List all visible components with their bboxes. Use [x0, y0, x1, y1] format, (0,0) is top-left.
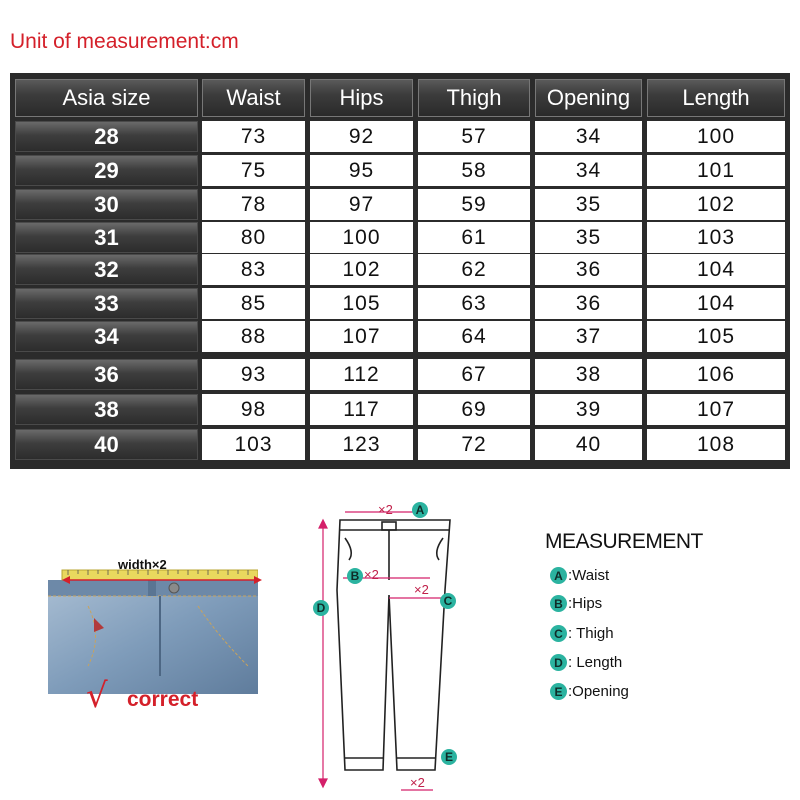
table-cell: 85 — [202, 288, 305, 319]
table-cell: 105 — [647, 321, 785, 352]
legend-label-waist: :Waist — [568, 567, 610, 584]
size-cell: 31 — [15, 222, 198, 253]
badge-c: C — [550, 625, 567, 642]
table-cell: 36 — [535, 254, 642, 285]
table-cell: 107 — [310, 321, 413, 352]
badge-e: E — [550, 683, 567, 700]
table-cell: 103 — [202, 429, 305, 460]
table-cell: 57 — [418, 121, 530, 152]
table-cell: 80 — [202, 222, 305, 253]
legend-item-waist — [550, 567, 609, 584]
unit-note: Unit of measurement:cm — [10, 30, 239, 53]
table-cell: 88 — [202, 321, 305, 352]
table-cell: 39 — [535, 394, 642, 425]
width-label: width×2 — [118, 557, 167, 572]
table-cell: 100 — [310, 222, 413, 253]
table-cell: 63 — [418, 288, 530, 319]
table-cell: 61 — [418, 222, 530, 253]
size-cell: 32 — [15, 254, 198, 285]
table-cell: 100 — [647, 121, 785, 152]
table-cell: 102 — [310, 254, 413, 285]
table-cell: 37 — [535, 321, 642, 352]
size-cell: 34 — [15, 321, 198, 352]
table-cell: 106 — [647, 359, 785, 390]
size-cell: 29 — [15, 155, 198, 186]
table-cell: 103 — [647, 222, 785, 253]
table-cell: 112 — [310, 359, 413, 390]
legend-item-thigh — [550, 625, 614, 642]
badge-d: D — [550, 654, 567, 671]
legend-label-length: : Length — [568, 654, 623, 671]
table-cell: 104 — [647, 288, 785, 319]
header-asia-size: Asia size — [15, 79, 198, 117]
legend-label-opening: :Opening — [568, 683, 629, 700]
table-cell: 78 — [202, 189, 305, 220]
legend-item-hips — [550, 595, 602, 612]
table-cell: 59 — [418, 189, 530, 220]
legend-item-opening — [550, 683, 629, 700]
table-cell: 102 — [647, 189, 785, 220]
table-cell: 64 — [418, 321, 530, 352]
header-length: Length — [647, 79, 785, 117]
correct-label: correct — [127, 688, 199, 711]
header-waist: Waist — [202, 79, 305, 117]
opening-times-two: ×2 — [410, 775, 425, 790]
header-opening: Opening — [535, 79, 642, 117]
table-cell: 107 — [647, 394, 785, 425]
badge-b: B — [550, 595, 567, 612]
table-cell: 40 — [535, 429, 642, 460]
width-arrow — [62, 573, 262, 587]
table-cell: 72 — [418, 429, 530, 460]
legend-label-thigh: : Thigh — [568, 625, 614, 642]
table-cell: 83 — [202, 254, 305, 285]
table-cell: 93 — [202, 359, 305, 390]
table-cell: 105 — [310, 288, 413, 319]
table-cell: 104 — [647, 254, 785, 285]
table-cell: 69 — [418, 394, 530, 425]
table-cell: 108 — [647, 429, 785, 460]
table-cell: 92 — [310, 121, 413, 152]
legend-item-length — [550, 654, 622, 671]
table-cell: 117 — [310, 394, 413, 425]
waist-times-two: ×2 — [378, 502, 393, 517]
table-cell: 67 — [418, 359, 530, 390]
table-cell: 97 — [310, 189, 413, 220]
size-cell: 33 — [15, 288, 198, 319]
size-table — [10, 73, 790, 469]
legend-label-hips: :Hips — [568, 595, 603, 612]
table-cell: 38 — [535, 359, 642, 390]
header-hips: Hips — [310, 79, 413, 117]
size-cell: 40 — [15, 429, 198, 460]
thigh-times-two: ×2 — [414, 582, 429, 597]
diagram-letter-d: D — [313, 600, 329, 616]
table-cell: 34 — [535, 155, 642, 186]
table-cell: 35 — [535, 189, 642, 220]
size-cell: 38 — [15, 394, 198, 425]
hips-times-two: ×2 — [364, 567, 379, 582]
diagram-letter-c: C — [440, 593, 456, 609]
table-cell: 98 — [202, 394, 305, 425]
table-cell: 58 — [418, 155, 530, 186]
diagram-letter-a: A — [412, 502, 428, 518]
badge-a: A — [550, 567, 567, 584]
table-cell: 75 — [202, 155, 305, 186]
header-thigh: Thigh — [418, 79, 530, 117]
size-cell: 30 — [15, 189, 198, 220]
table-cell: 123 — [310, 429, 413, 460]
size-cell: 36 — [15, 359, 198, 390]
size-cell: 28 — [15, 121, 198, 152]
diagram-letter-b: B — [347, 568, 363, 584]
table-cell: 73 — [202, 121, 305, 152]
table-cell: 35 — [535, 222, 642, 253]
table-cell: 34 — [535, 121, 642, 152]
table-cell: 36 — [535, 288, 642, 319]
table-cell: 62 — [418, 254, 530, 285]
table-cell: 101 — [647, 155, 785, 186]
table-cell: 95 — [310, 155, 413, 186]
measurement-title: MEASUREMENT — [545, 530, 703, 553]
check-mark: √ — [86, 676, 108, 716]
diagram-letter-e: E — [441, 749, 457, 765]
